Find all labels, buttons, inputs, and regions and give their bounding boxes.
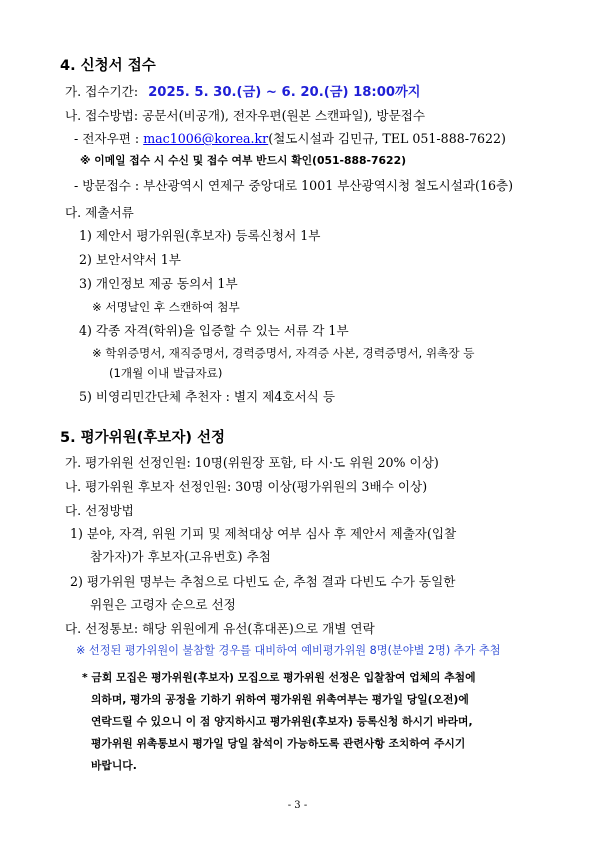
period-label: 가. 접수기간: — [65, 84, 139, 99]
selection-method-2-cont: 위원은 고령자 순으로 선정 — [90, 597, 236, 612]
final-note-line-5: 바랍니다. — [91, 759, 137, 772]
signature-note: ※ 서명날인 후 스캔하여 첨부 — [92, 300, 240, 314]
notification: 다. 선정통보: 해당 위원에게 유선(휴대폰)으로 개별 연락 — [65, 621, 375, 636]
final-note-line-1: * 금회 모집은 평가위원(후보자) 모집으로 평가위원 선정은 입찰참여 업체의 추첨에 — [82, 671, 476, 684]
section5-title: 5. 평가위원(후보자) 선정 — [60, 430, 226, 446]
document-item-1: 1) 제안서 평가위원(후보자) 등록신청서 1부 — [79, 228, 321, 243]
email-contact: (철도시설과 김민규, TEL 051-888-7622) — [268, 131, 506, 146]
candidate-count: 나. 평가위원 후보자 선정인원: 30명 이상(평가위원의 3배수 이상) — [65, 479, 428, 494]
backup-note: ※ 선정된 평가위원이 불참할 경우를 대비하여 예비평가위원 8명(분야별 2명) 추가 추첨 — [76, 644, 501, 657]
email-note: ※ 이메일 접수 시 수신 및 접수 여부 반드시 확인(051-888-7622) — [80, 154, 407, 167]
document-item-5: 5) 비영리민간단체 추천자 : 별지 제4호서식 등 — [79, 389, 336, 404]
period-value: 2025. 5. 30.(금) ~ 6. 20.(금) 18:00까지 — [148, 85, 421, 100]
final-note-line-4: 평가위원 위촉통보시 평가일 당일 참석이 가능하도록 관련사항 조치하여 주시기 — [91, 737, 466, 750]
selection-method-1: 1) 분야, 자격, 위원 기피 및 제척대상 여부 심사 후 제안서 제출자(입찰 — [70, 526, 457, 541]
email-link[interactable]: mac1006@korea.kr — [143, 131, 269, 146]
selection-method-1-cont: 참가자)가 후보자(고유번호) 추첨 — [90, 549, 271, 564]
period-row — [65, 86, 421, 99]
section4-title: 4. 신청서 접수 — [60, 58, 156, 74]
certificate-note-period: (1개월 이내 발급자료) — [109, 366, 223, 380]
document-item-2: 2) 보안서약서 1부 — [79, 252, 181, 267]
email-row — [74, 133, 506, 146]
submission-method: 나. 접수방법: 공문서(비공개), 전자우편(원본 스캔파일), 방문접수 — [65, 108, 426, 123]
document-item-3: 3) 개인정보 제공 동의서 1부 — [79, 276, 238, 291]
document-item-4: 4) 각종 자격(학위)을 입증할 수 있는 서류 각 1부 — [79, 323, 349, 338]
certificate-note: ※ 학위증명서, 재직증명서, 경력증명서, 자격증 사본, 경력증명서, 위촉장 등 — [92, 346, 475, 360]
selection-method-2: 2) 평가위원 명부는 추첨으로 다빈도 순, 추첨 결과 다빈도 수가 동일한 — [70, 574, 456, 589]
visit-info: - 방문접수 : 부산광역시 연제구 중앙대로 1001 부산광역시청 철도시설과(16층) — [74, 178, 514, 193]
selection-method-title: 다. 선정방법 — [65, 503, 134, 518]
selection-count: 가. 평가위원 선정인원: 10명(위원장 포함, 타 시·도 위원 20% 이상) — [65, 455, 439, 470]
documents-title: 다. 제출서류 — [65, 205, 134, 220]
email-prefix: - 전자우편 : — [74, 131, 140, 146]
final-note-line-2: 의하며, 평가의 공정을 기하기 위하여 평가위원 위촉여부는 평가일 당일(오전)에 — [91, 693, 469, 706]
final-note-line-3: 연락드릴 수 있으니 이 점 양지하시고 평가위원(후보자) 등록신청 하시기 바라며, — [91, 715, 473, 728]
page-number: - 3 - — [287, 800, 308, 811]
